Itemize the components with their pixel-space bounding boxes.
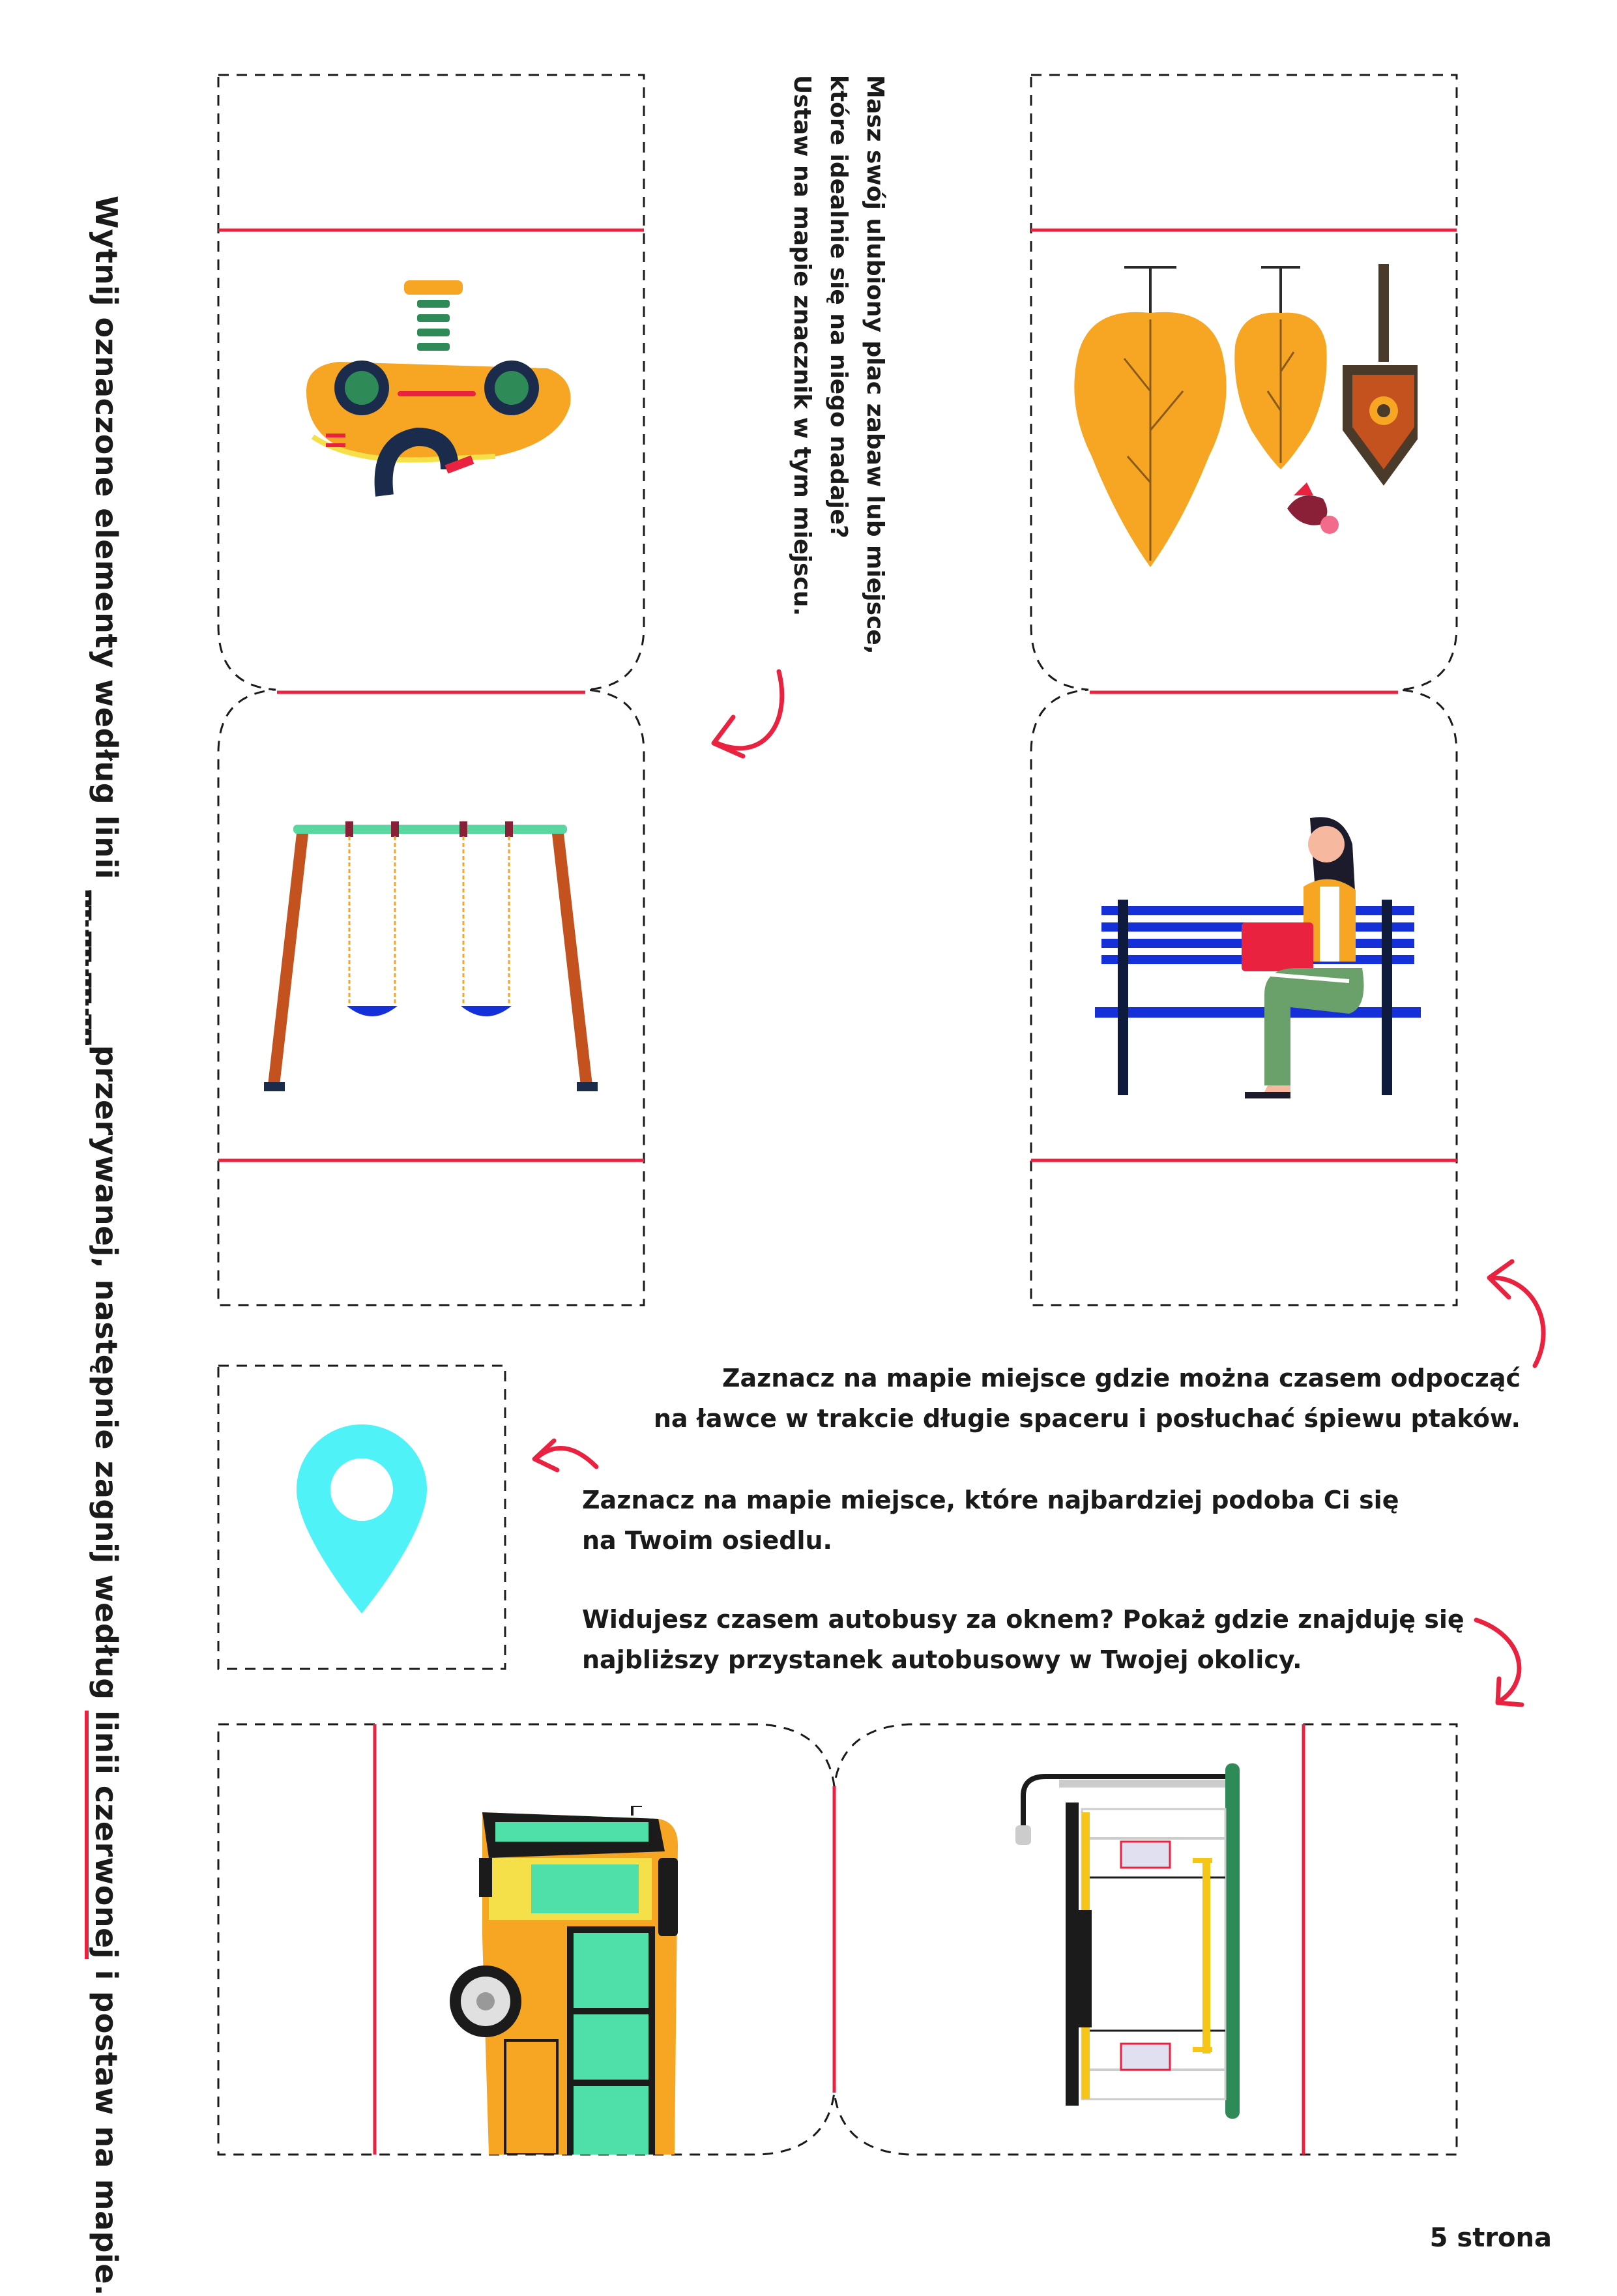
curved-arrow-icon [1489, 1261, 1543, 1366]
bus-icon [443, 1806, 691, 2155]
instruction-text: Wytnij oznaczone elementy według linii __ __ __ __przerywanej, następnie zagnij według linii czerwonej i postaw na mapie. [83, 196, 129, 2119]
playground-note: Masz swój ulubiony plac zabaw lub miejsce, które idealnie się na niego nadaje? Ustaw na mapie znacznik w tym miejscu. [789, 75, 888, 655]
curved-arrow-icon [1476, 1620, 1522, 1705]
curved-arrow-icon [534, 1441, 596, 1470]
bus-stop-sign: PRZYSTANEK [1095, 1919, 1107, 1996]
bus-cutout-outline [218, 1724, 1457, 2155]
pin-note: Zaznacz na mapie miejsce, które najbardziej podoba Ci się na Twoim osiedlu. [582, 1486, 1399, 1555]
bird-icon [1287, 482, 1339, 534]
bench-cutout-outline [1031, 75, 1457, 1305]
curved-arrow-icon [714, 671, 782, 756]
spring-rider-icon [300, 280, 574, 508]
playground-cutout-outline [218, 75, 644, 1305]
page-number: 5 strona [1429, 2223, 1552, 2253]
bench-note: Zaznacz na mapie miejsce gdzie można czasem odpocząć na ławce w trakcie długie spaceru i posłuchać śpiewu ptaków. [653, 1364, 1521, 1433]
woman-on-bench-icon [1095, 812, 1421, 1105]
trees-birdhouse-icon [1066, 261, 1418, 574]
bus-stop-icon [1010, 1760, 1251, 2125]
bus-note: Widujesz czasem autobusy za oknem? Pokaż gdzie znajduję się najbliższy przystanek autobusowy w Twojej okolicy. [582, 1605, 1464, 1674]
location-pin-icon [297, 1424, 427, 1617]
swing-set-icon [261, 812, 606, 1098]
